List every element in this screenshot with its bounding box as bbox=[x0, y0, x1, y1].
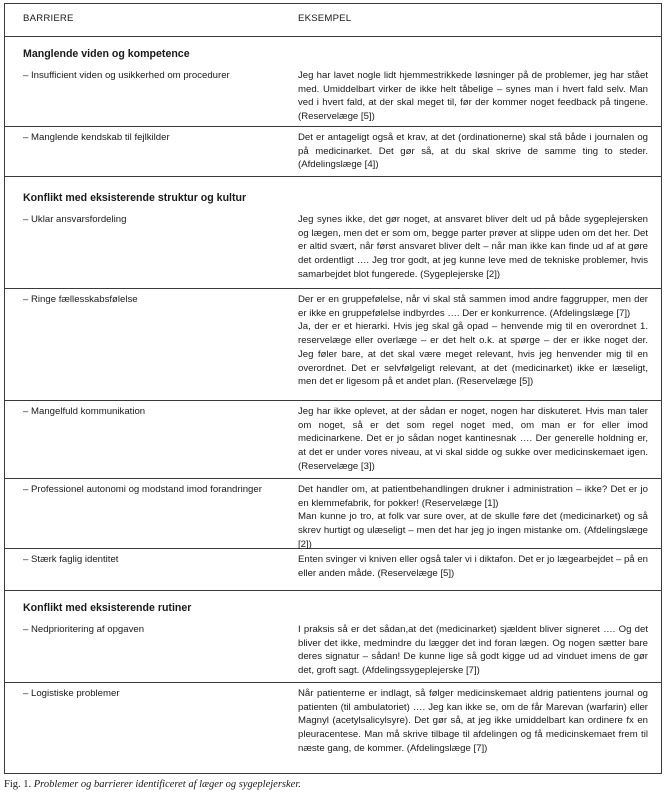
barrier-label: – Insufficient viden og usikkerhed om procedurer bbox=[23, 70, 230, 81]
section-title: Manglende viden og kompetence bbox=[23, 48, 190, 60]
barrier-label: – Logistiske problemer bbox=[23, 688, 120, 699]
table-row bbox=[5, 64, 661, 127]
example-text bbox=[298, 553, 648, 580]
table-row bbox=[5, 682, 661, 772]
section-title: Konflikt med eksisterende struktur og kultur bbox=[23, 192, 247, 204]
example-quote: Jeg har ikke oplevet, at der sådan er noget, nogen har diskuteret. Hvis man taler om noget, så er det som regel noget med, om man er for eller imod medicinarkene. Det er jo sådan noget kantinesnak …. Der generelle holdning er, at det er under vores niveau, at vi skal sidde og sukke over medicinskemaet igen. (Reservelæge [3]) bbox=[298, 406, 648, 472]
header-barriere: BARRIERE bbox=[23, 13, 74, 24]
barrier-label: – Stærk faglig identitet bbox=[23, 554, 119, 565]
table-row bbox=[5, 288, 661, 401]
caption-label: Fig. 1. bbox=[4, 779, 32, 790]
example-text bbox=[298, 405, 648, 474]
table-row bbox=[5, 618, 661, 683]
barrier-label: – Nedprioritering af opgaven bbox=[23, 624, 145, 635]
figure-caption bbox=[4, 779, 301, 790]
barrier-label: – Uklar ansvarsfordeling bbox=[23, 214, 127, 225]
example-text bbox=[298, 213, 648, 282]
example-text bbox=[298, 687, 648, 756]
example-text bbox=[298, 623, 648, 678]
table-row bbox=[5, 400, 661, 479]
table-row bbox=[5, 548, 661, 591]
example-text bbox=[298, 483, 648, 552]
example-quote: Det er antageligt også et krav, at det (ordinationerne) skal stå både i journalen og på medicinarket. Det gør så, at du skal skrive de samme ting to steder. (Afdelingslæge [4]) bbox=[298, 132, 648, 171]
example-text bbox=[298, 131, 648, 172]
example-quote: Der er en gruppefølelse, når vi skal stå sammen imod andre faggrupper, men der er ikke en gruppefølelse indbyrdes …. Der er konkurrence. (Afdelingslæge [7]) bbox=[298, 294, 648, 319]
barrier-label: – Ringe fællesskabsfølelse bbox=[23, 294, 138, 305]
example-text bbox=[298, 293, 648, 389]
section-title: Konflikt med eksisterende rutiner bbox=[23, 602, 192, 614]
barrier-label: – Professionel autonomi og modstand imod forandringer bbox=[23, 484, 262, 495]
table-header bbox=[5, 4, 661, 37]
example-quote: Når patienterne er indlagt, så følger medicinskemaet aldrig patientens journal og patienten (til ambulatoriet) …. Jeg kan ikke se, om de får Marevan (warfarin) eller Magnyl (acetylsalicylsyre). Det gør så, at jeg ikke umiddelbart kan ordinere fx en pleuracentese. Man må skrive tilbage til afdelingen og få medicinskemaet frem til næste gang, de kommer. (Afdelingslæge [7]) bbox=[298, 688, 648, 754]
table-frame bbox=[4, 3, 662, 774]
example-quote: Jeg synes ikke, det gør noget, at ansvaret bliver delt ud på både sygeplejersken og lægen, men det er som om, begge parter prøver at slippe uden om det her. Det er altid svært, når først ansvaret bliver delt – når man ikke kan finde ud af at gøre det ordentligt …. Jeg tror godt, at jeg kunne leve med de tekniske problemer, hvis samarbejdet blot fungerede. (Sygeplejerske [2]) bbox=[298, 214, 648, 280]
example-quote: Man kunne jo tro, at folk var sure over, at de skulle føre det (medicinarket) og så skrev hurtigt og ulæseligt – men det har jeg jo ingen mistanke om. (Afdelingslæge [2]) bbox=[298, 511, 648, 550]
barrier-label: – Manglende kendskab til fejlkilder bbox=[23, 132, 170, 143]
example-quote: Det handler om, at patientbehandlingen drukner i administration – ikke? Det er jo en klemmefabrik, for pokker! (Reservelæge [1]) bbox=[298, 484, 648, 509]
table-row bbox=[5, 478, 661, 549]
example-quote: Jeg har lavet nogle lidt hjemmestrikkede løsninger på de problemer, jeg har stået med. Umiddelbart virker de ikke helt tåbelige – synes man i hvert fald selv. Man ved i hvert fald, at der skal meget til, før der kommer noget feedback på tingene. (Reservelæge [5]) bbox=[298, 70, 648, 123]
example-quote: I praksis så er det sådan,at det (medicinarket) sjældent bliver signeret …. Og det bliver det ikke, medmindre du lægger det ind foran lægen. Og nogen sætter bare deres signatur – sådan! De kunne lige så godt kigge ud ad vinduet imens de gør det, groft sagt. (Afdelingssygeplejerske [7]) bbox=[298, 624, 648, 677]
caption-text: Problemer og barrierer identificeret af læger og sygeplejersker. bbox=[33, 779, 301, 790]
table-row bbox=[5, 208, 661, 289]
barrier-label: – Mangelfuld kommunikation bbox=[23, 406, 146, 417]
header-eksempel: EKSEMPEL bbox=[298, 13, 352, 24]
example-text bbox=[298, 69, 648, 124]
table-row bbox=[5, 126, 661, 177]
example-quote: Enten svinger vi kniven eller også taler vi i diktafon. Det er jo lægearbejdet – på en eller anden måde. (Reservelæge [5]) bbox=[298, 554, 648, 579]
example-quote: Ja, der er et hierarki. Hvis jeg skal gå opad – henvende mig til en overordnet 1. reservelæge eller overlæge – er det helt o.k. at spørge – der er ikke noget der. Jeg føler bare, at det skal være meget relevant, hvis jeg henvender mig til en overordnet. Det er selvfølgeligt relevant, at det (medicinarket) ikke er læseligt, men det er ligesom på et andet plan. (Reservelæge [5]) bbox=[298, 321, 648, 388]
